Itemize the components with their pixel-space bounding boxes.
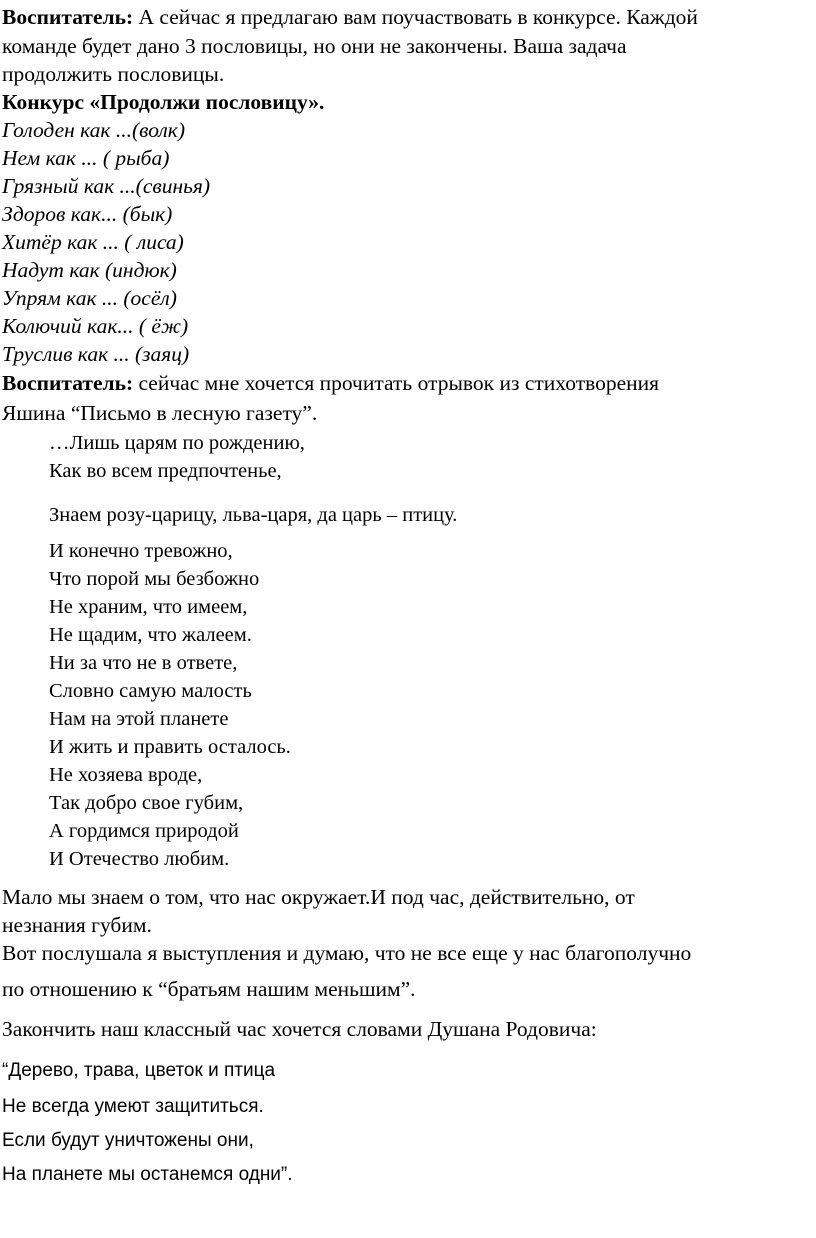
closing-line: по отношению к “братьям нашим меньшим”.	[2, 977, 416, 1001]
proverb-item: Колючий как... ( ёж)	[2, 314, 189, 338]
intro-line-1	[2, 4, 698, 30]
intro-text: А сейчас я предлагаю вам поучаствовать в конкурсе. Каждой	[138, 5, 698, 29]
poem-line: Не хозяева вроде,	[49, 764, 203, 786]
intro-line-3: продолжить пословицы.	[2, 62, 225, 86]
poem-line: …Лишь царям по рождению,	[49, 432, 305, 454]
poem-line: Словно самую малость	[49, 680, 252, 702]
contest-title: Конкурс «Продолжи пословицу».	[2, 90, 325, 114]
speaker-label: Воспитатель:	[2, 371, 134, 395]
closing-line: Мало мы знаем о том, что нас окружает.И под час, действительно, от	[2, 885, 635, 909]
poem-line: Ни за что не в ответе,	[49, 652, 238, 674]
poem-line: Знаем розу-царицу, льва-царя, да царь – птицу.	[49, 504, 458, 526]
proverb-item: Надут как (индюк)	[2, 258, 177, 282]
intro-line-2: команде будет дано 3 пословицы, но они не закончены. Ваша задача	[2, 34, 627, 58]
poem-intro-text: сейчас мне хочется прочитать отрывок из стихотворения	[138, 371, 660, 395]
poem-line: Не щадим, что жалеем.	[49, 624, 252, 646]
quote-line: Если будут уничтожены они,	[2, 1130, 254, 1151]
poem-intro-line-2: Яшина “Письмо в лесную газету”.	[2, 401, 318, 425]
poem-line: И конечно тревожно,	[49, 540, 233, 562]
closing-line: незнания губим.	[2, 913, 152, 937]
speaker-label: Воспитатель:	[2, 5, 134, 29]
poem-line: Не храним, что имеем,	[49, 596, 248, 618]
quote-line: Не всегда умеют защититься.	[2, 1096, 264, 1117]
proverb-item: Грязный как ...(свинья)	[2, 174, 211, 198]
poem-line: Как во всем предпочтенье,	[49, 460, 282, 482]
proverb-item: Нем как ... ( рыба)	[2, 146, 170, 170]
proverb-item: Голоден как ...(волк)	[2, 118, 186, 142]
poem-intro-line-1	[2, 370, 659, 396]
poem-line: Нам на этой планете	[49, 708, 229, 730]
poem-line: И жить и править осталось.	[49, 736, 291, 758]
closing-line: Вот послушала я выступления и думаю, что не все еще у нас благополучно	[2, 941, 692, 965]
quote-line: “Дерево, трава, цветок и птица	[2, 1060, 276, 1081]
proverb-item: Хитёр как ... ( лиса)	[2, 230, 184, 254]
proverb-item: Здоров как... (бык)	[2, 202, 173, 226]
poem-line: Что порой мы безбожно	[49, 568, 260, 590]
poem-line: Так добро свое губим,	[49, 792, 244, 814]
poem-line: И Отечество любим.	[49, 848, 230, 870]
poem-line: А гордимся природой	[49, 820, 239, 842]
closing-line: Закончить наш классный час хочется словами Душана Родовича:	[2, 1017, 597, 1041]
proverb-item: Труслив как ... (заяц)	[2, 342, 190, 366]
quote-line: На планете мы останемся одни”.	[2, 1164, 293, 1185]
proverb-item: Упрям как ... (осёл)	[2, 286, 177, 310]
